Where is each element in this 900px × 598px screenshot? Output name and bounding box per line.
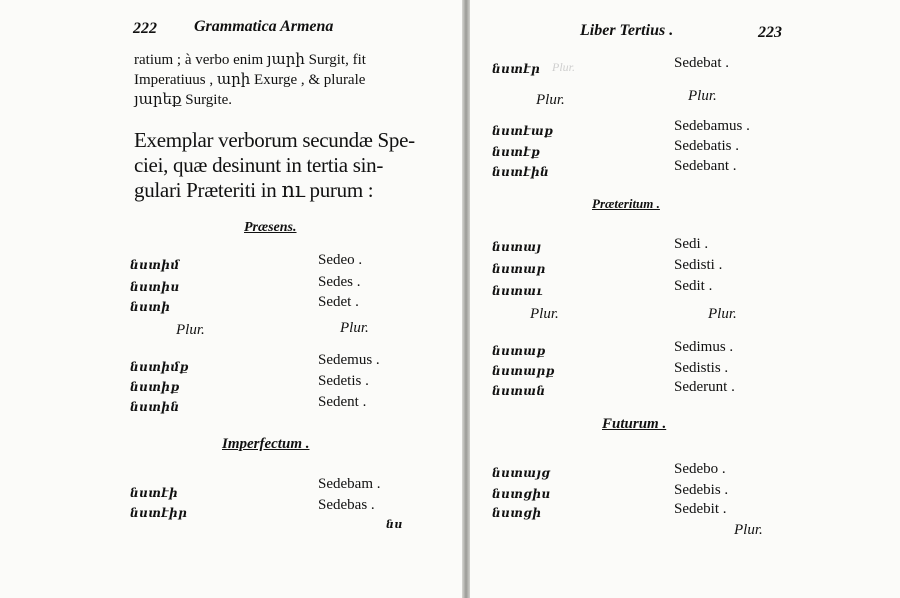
- arm-form: նստցի: [492, 506, 542, 520]
- latin-form: Sedebat .: [674, 55, 729, 71]
- plural-label: Plur.: [688, 88, 717, 104]
- arm-form: նստցիս: [492, 487, 551, 501]
- arm-form: նստէր: [492, 62, 541, 76]
- plural-label: Plur.: [530, 306, 559, 322]
- arm-form: նստիմ: [130, 258, 180, 272]
- page-number-left: 222: [133, 20, 157, 37]
- latin-form: Sedemus .: [318, 352, 380, 368]
- arm-form: նստայ: [492, 240, 542, 254]
- arm-form: նստարք: [492, 364, 555, 378]
- arm-form: նստին: [130, 400, 180, 414]
- latin-form: Sedit .: [674, 278, 713, 294]
- arm-form: նստիմք: [130, 360, 189, 374]
- latin-form: Sedebatis .: [674, 138, 739, 154]
- arm-form: նստէիր: [130, 506, 188, 520]
- plural-label: Plur.: [536, 92, 565, 108]
- section-title-futurum: Futurum .: [602, 416, 667, 432]
- arm-form: նստէի: [130, 486, 179, 500]
- arm-form: նստէին: [492, 165, 550, 179]
- arm-form: նստիս: [130, 280, 180, 294]
- latin-form: Sedebas .: [318, 497, 375, 513]
- latin-form: Sedebant .: [674, 158, 737, 174]
- page-number-right: 223: [758, 24, 782, 41]
- latin-form: Sedebamus .: [674, 118, 750, 134]
- heading-line-3: gulari Præteriti in ու purum :: [134, 178, 374, 202]
- latin-form: Sederunt .: [674, 379, 735, 395]
- heading-line-1: Exemplar verborum secundæ Spe-: [134, 128, 415, 152]
- latin-form: Sedebit .: [674, 501, 727, 517]
- right-page: [470, 0, 900, 598]
- latin-form: Sedisti .: [674, 257, 723, 273]
- plural-label: Plur.: [734, 522, 763, 538]
- latin-form: Sedi .: [674, 236, 709, 252]
- plural-label: Plur.: [340, 320, 369, 336]
- book-gutter: [462, 0, 470, 598]
- plural-note: Plur.: [552, 60, 576, 74]
- latin-form: Sedimus .: [674, 339, 734, 355]
- arm-form: նստաւ: [492, 284, 543, 298]
- section-title-imperfectum: Imperfectum .: [222, 436, 310, 452]
- arm-form: նստէք: [492, 145, 541, 159]
- running-title-right: Liber Tertius .: [580, 22, 674, 39]
- latin-form: Sedent .: [318, 394, 367, 410]
- intro-line-1: ratium ; à verbo enim յարի Surgit, fit: [134, 52, 366, 68]
- latin-form: Sedebam .: [318, 476, 381, 492]
- arm-form: նստիք: [130, 380, 180, 394]
- heading-line-2: ciei, quæ desinunt in tertia sin-: [134, 153, 384, 177]
- latin-form: Sedeo .: [318, 252, 363, 268]
- section-title-praeteritum: Præteritum .: [592, 196, 660, 211]
- plural-label: Plur.: [176, 322, 205, 338]
- latin-form: Sedet .: [318, 294, 359, 310]
- plural-label: Plur.: [708, 306, 737, 322]
- latin-form: Sedes .: [318, 274, 361, 290]
- intro-line-3: յարեք Surgite.: [134, 92, 233, 108]
- arm-form: նստան: [492, 384, 546, 398]
- latin-form: Sedebo .: [674, 461, 726, 477]
- catchword: նս: [386, 519, 403, 531]
- section-title-praesens: Præsens.: [244, 220, 297, 235]
- arm-form: նստար: [492, 262, 546, 276]
- latin-form: Sedebis .: [674, 482, 729, 498]
- latin-form: Sedetis .: [318, 373, 369, 389]
- intro-line-2: Imperatiuus , արի Exurge , & plurale: [134, 72, 366, 88]
- arm-form: նստաք: [492, 344, 546, 358]
- latin-form: Sedistis .: [674, 360, 729, 376]
- arm-form: նստէաք: [492, 124, 554, 138]
- running-title-left: Grammatica Armena: [194, 18, 334, 35]
- arm-form: նստայց: [492, 466, 551, 480]
- arm-form: նստի: [130, 300, 171, 314]
